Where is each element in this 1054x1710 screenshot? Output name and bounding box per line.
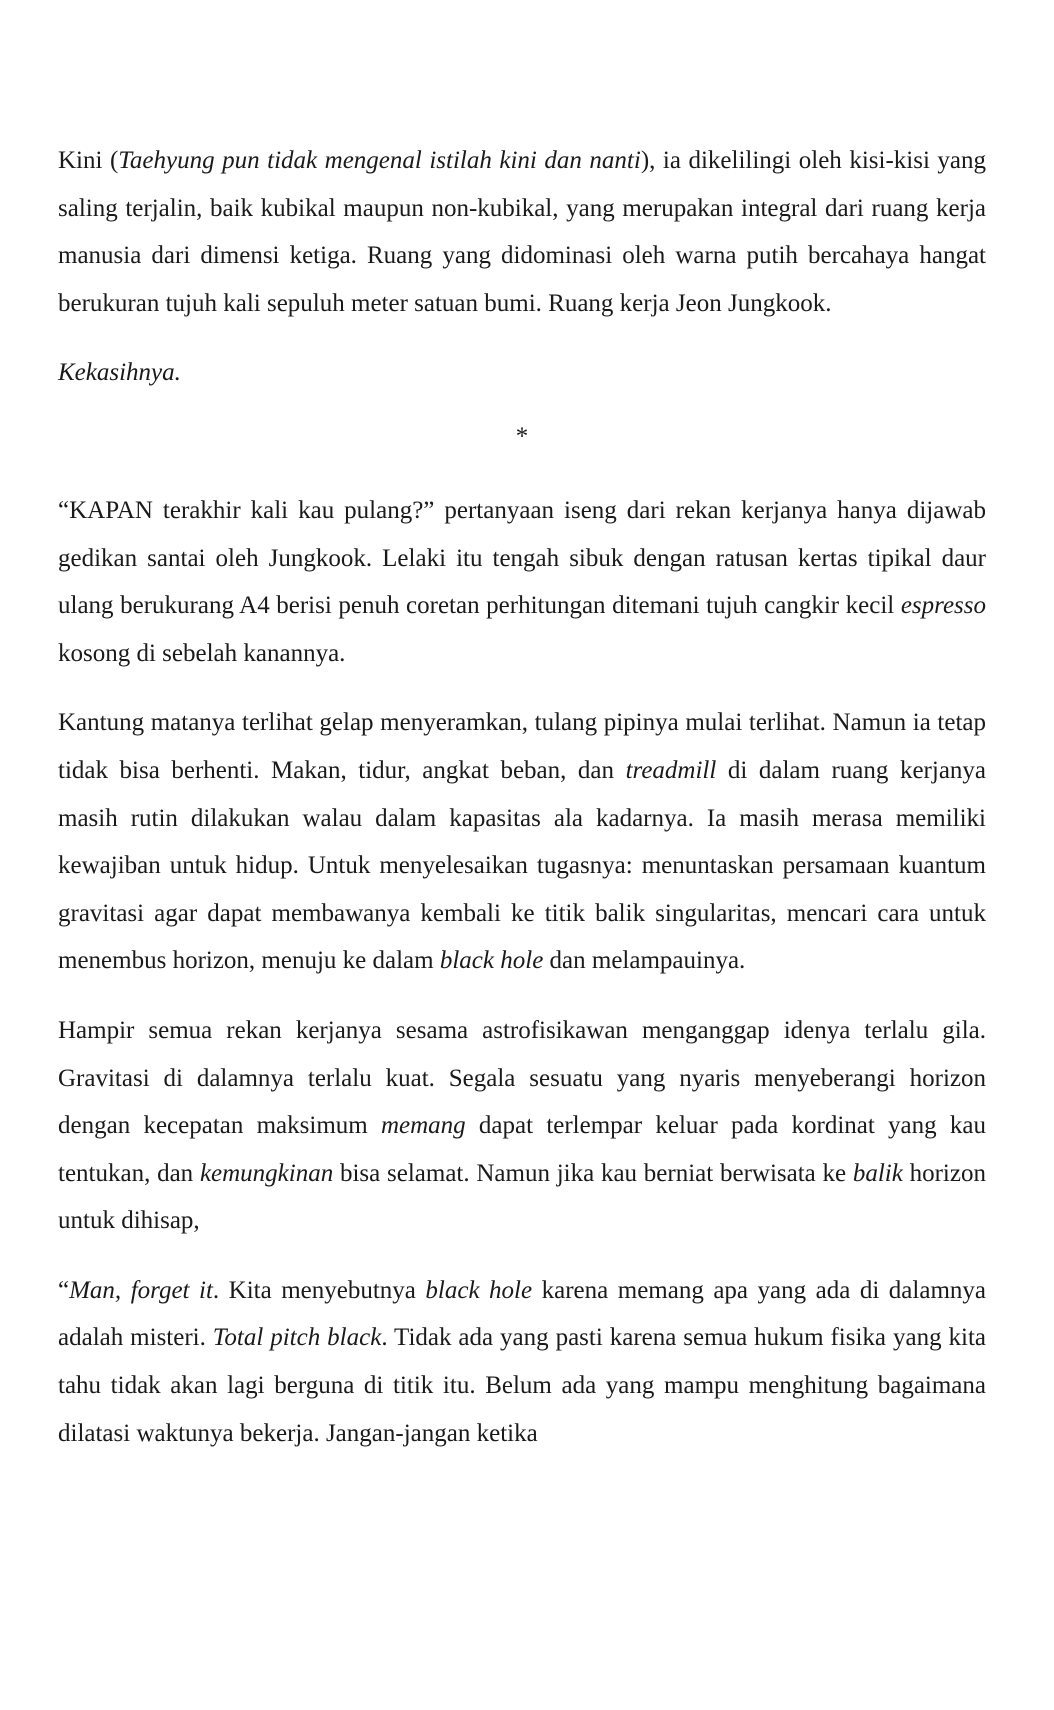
paragraph-4-text-c: di dalam ruang kerjanya masih rutin dilakukan walau dalam kapasitas ala kadarnya. Ia masih merasa memiliki kewajiban untuk hidup. Untuk menyelesaikan tugasnya: menuntaskan persamaan kuantum gravitasi agar dapat membawanya kembali ke titik balik singularitas, mencari cara untuk menembus horizon, menuju ke dalam: [58, 756, 987, 975]
paragraph-5-text-e: bisa selamat. Namun jika kau berniat berwisata ke: [333, 1159, 853, 1187]
paragraph-4: [58, 699, 986, 985]
paragraph-4-text-e: dan melampauinya.: [543, 947, 746, 975]
paragraph-6-italic-total-pitch-black: Total pitch black: [212, 1324, 382, 1352]
document-page: [58, 137, 986, 1479]
paragraph-3-italic-espresso: espresso: [900, 592, 986, 620]
paragraph-5: [58, 1007, 986, 1245]
paragraph-6-text-g: . Tidak ada yang pasti karena semua hukum fisika yang kita tahu tidak akan lagi berguna di titik itu. Belum ada yang mampu menghitung bagaimana dilatasi waktunya bekerja. Jangan-jangan ketika: [58, 1324, 986, 1447]
paragraph-3-text-a: “KAPAN terakhir kali kau pulang?” pertanyaan iseng dari rekan kerjanya hanya dijawab gedikan santai oleh Jungkook. Lelaki itu tengah sibuk dengan ratusan kertas tipikal daur ulang berukurang A4 berisi penuh coretan perhitungan ditemani tujuh cangkir kecil: [58, 496, 986, 620]
paragraph-6-text-c: . Kita menyebutnya: [212, 1276, 426, 1304]
paragraph-2: Kekasihnya.: [58, 359, 181, 387]
paragraph-3-text-c: kosong di sebelah kanannya.: [58, 639, 346, 667]
paragraph-5-text-g: horizon untuk dihisap,: [58, 1159, 986, 1235]
paragraph-1-italic-aside: Taehyung pun tidak mengenal istilah kini dan nanti: [118, 147, 641, 174]
section-separator: *: [515, 422, 529, 450]
paragraph-1-text-c: ), ia dikelilingi oleh kisi-kisi yang saling terjalin, baik kubikal maupun non-kubikal, yang merupakan integral dari ruang kerja manusia dari dimensi ketiga. Ruang yang didominasi oleh warna putih bercahaya hangat berukuran tujuh kali sepuluh meter satuan bumi. Ruang kerja Jeon Jungkook.: [58, 147, 987, 317]
paragraph-4-text-a: Kantung matanya terlihat gelap menyeramkan, tulang pipinya mulai terlihat. Namun ia tetap tidak bisa berhenti. Makan, tidur, angkat beban, dan: [58, 709, 986, 784]
paragraph-3: [58, 487, 986, 677]
paragraph-5-text-c: dapat terlempar keluar pada kordinat yang kau tentukan, dan: [58, 1112, 986, 1187]
paragraph-5-italic-kemungkinan: kemungkinan: [199, 1159, 334, 1187]
paragraph-1-text-a: Kini (: [58, 147, 119, 174]
paragraph-5-italic-balik: balik: [852, 1159, 903, 1187]
paragraph-4-italic-black-hole: black hole: [439, 947, 544, 975]
paragraph-4-italic-treadmill: treadmill: [625, 756, 717, 784]
paragraph-5-italic-memang: memang: [380, 1112, 466, 1140]
paragraph-6-italic-black-hole: black hole: [425, 1276, 533, 1304]
paragraph-6-italic-man-forget-it: Man, forget it: [69, 1276, 213, 1304]
paragraph-5-text-a: Hampir semua rekan kerjanya sesama astrofisikawan menganggap idenya terlalu gila. Gravitasi di dalamnya terlalu kuat. Segala sesuatu yang nyaris menyeberangi horizon dengan kecepatan maksimum: [58, 1016, 986, 1140]
paragraph-1: [58, 137, 986, 327]
paragraph-6-text-e: karena memang apa yang ada di dalamnya adalah misteri.: [58, 1276, 986, 1352]
paragraph-6-text-a: “: [58, 1276, 70, 1304]
paragraph-6: [58, 1267, 986, 1457]
